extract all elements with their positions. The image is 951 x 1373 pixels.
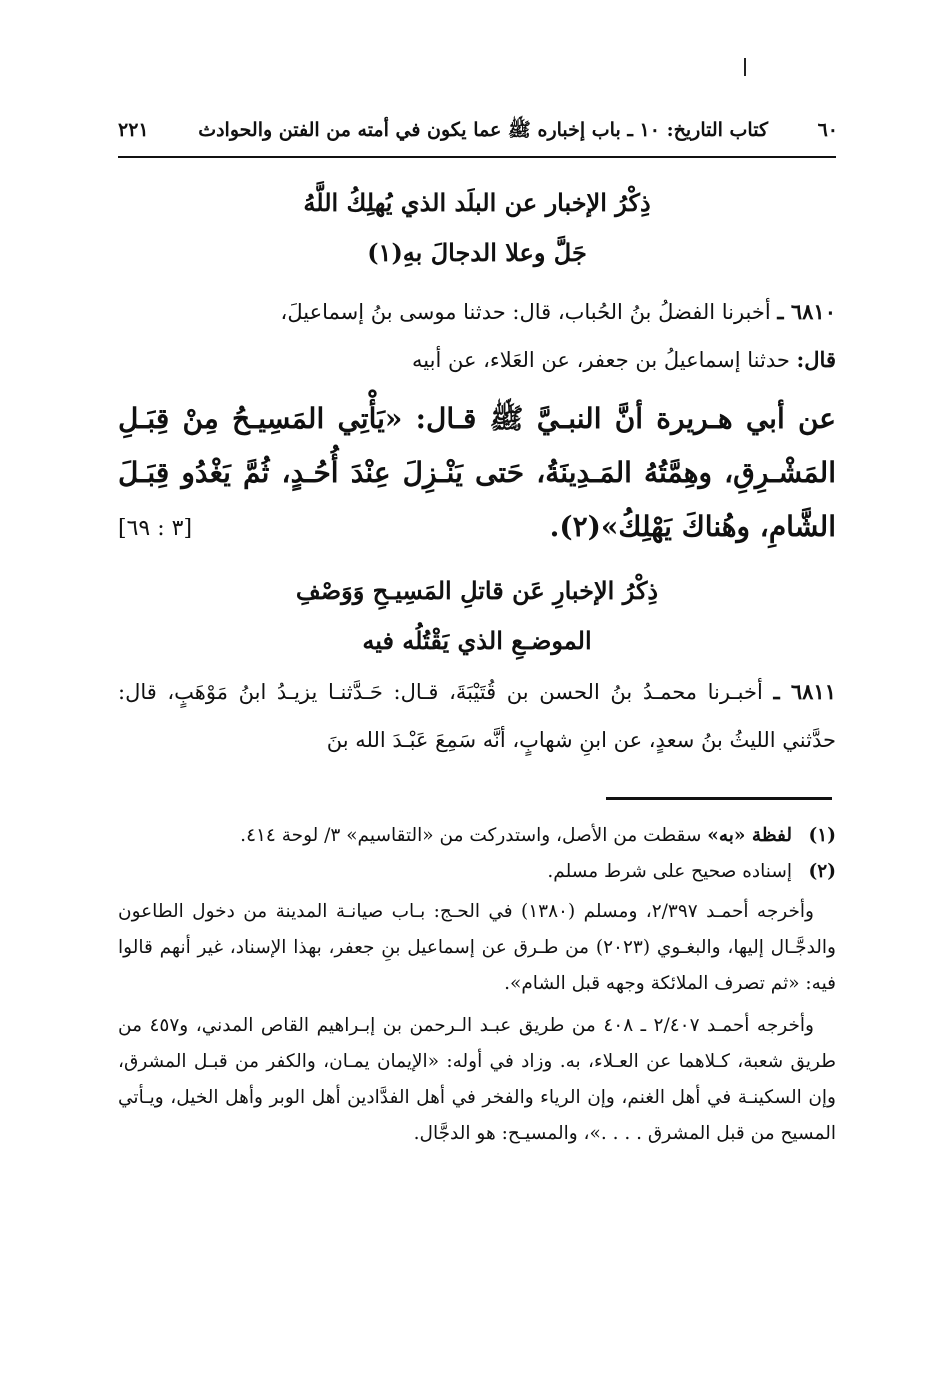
hadith-6810-chain — [118, 288, 836, 384]
hadith-6810-matn — [118, 392, 836, 556]
section-heading-2-line2: الموضـعِ الذي يَقْتُلُه فيه — [362, 626, 592, 655]
footnote-2 — [118, 854, 836, 890]
section-heading-1 — [118, 178, 836, 278]
matn-text: عن أبي هـريرة أنَّ النبـيَّ ﷺ قـال: «يَأْتِي المَسِيـحُ مِنْ قِبَـلِ المَشْـرِقِ، وهِمَّتُهُ المَـدِينَةُ، حَتى يَنْـزِلَ عِنْدَ أُحُـدٍ، ثُمَّ يَغْدُو قِبَـلَ الشَّامِ، وهُناكَ يَهْلِكُ»(٢). — [118, 402, 836, 543]
footnote-number: (١) — [808, 825, 836, 846]
isnad-lead: قال: — [796, 347, 836, 372]
margin-mark — [744, 58, 746, 76]
isnad-line-1: أخبرنا الفضلُ بنُ الحُباب، قال: حدثنا موسى بنُ إسماعيلَ، — [280, 300, 771, 324]
footnote-rule — [606, 797, 832, 800]
hadith-6811-text: أخبـرنا محمـدُ بنُ الحسن بن قُتَيْبَةَ، قـال: حَـدَّثنـا يزيـدُ ابنُ مَوْهَبٍ، قال: حدَّثني الليثُ بنُ سعدٍ، عن ابنِ شهابٍ، أنَّه سَمِعَ عَبْـدَ الله بنَ — [118, 680, 836, 752]
footnote-number: (٢) — [808, 861, 836, 882]
section-heading-2 — [118, 566, 836, 666]
footnote-2-paragraph-1: وأخرجه أحمـد ٢/٣٩٧، ومسلم (١٣٨٠) في الحـج: بـاب صيانـة المدينة من دخول الطاعون والدجَّـال إليها، والبغـوي (٢٠٢٣) من طـرق عن إسماعيل بنِ جعفر، بهذا الإسناد، غير أنهم قالوا فيه: «ثم تصرف الملائكة وجهه قبل الشام». — [118, 901, 836, 994]
running-title: كتاب التاريخ: ١٠ ـ باب إخباره ﷺ عما يكون في أمته من الفتن والحوادث — [198, 119, 768, 141]
footnotes — [118, 818, 836, 1152]
section-heading-2-line1: ذِكْرُ الإخبارِ عَن قاتلِ المَسِيـحِ وَوَصْفِ — [295, 576, 659, 605]
running-header — [118, 118, 838, 146]
footnote-lead: لفظة «به» — [707, 825, 792, 846]
hadith-reference: [٣ : ٦٩] — [118, 516, 193, 541]
hadith-number: ٦٨١٠ ـ — [777, 299, 836, 324]
footnote-text: سقطت من الأصل، واستدركت من «التقاسيم» ٣/ لوحة ٤١٤. — [240, 825, 702, 846]
isnad-line-2: حدثنا إسماعيلُ بن جعفر، عن العَلاء، عن أبيه — [412, 348, 790, 372]
section-heading-1-line1: ذِكْرُ الإخبار عن البلَد الذي يُهلِكُ اللَّهُ — [303, 188, 651, 217]
footnote-1 — [118, 818, 836, 854]
page-number-right: ٦٠ — [817, 119, 838, 141]
page-number-left: ٢٢١ — [118, 119, 149, 141]
section-heading-1-line2: جَلَّ وعلا الدجالَ بهِ(١) — [367, 238, 587, 267]
header-rule — [118, 156, 836, 158]
footnote-2-paragraph-2: وأخرجه أحمـد ٢/٤٠٧ ـ ٤٠٨ من طريق عبـد الـرحمن بن إبـراهيم القاص المدني، و٤٥٧ من طريق شعبة، كـلاهما عن العـلاء، به. وزاد في أوله: «الإيمان يمـان، والكفر من قبـل المشرق، وإن السكينـة في أهل الغنم، وإن الرياء والفخر في أهل الفدَّادين أهل الوبر وأهل الخيل، ويـأتي المسيح من قبل المشرق . . . .»، والمسيـح: هو الدجَّال. — [118, 1015, 836, 1144]
hadith-number: ٦٨١١ ـ — [773, 679, 836, 704]
footnote-text: إسناده صحيح على شرط مسلم. — [547, 861, 792, 882]
hadith-6811 — [118, 668, 836, 764]
